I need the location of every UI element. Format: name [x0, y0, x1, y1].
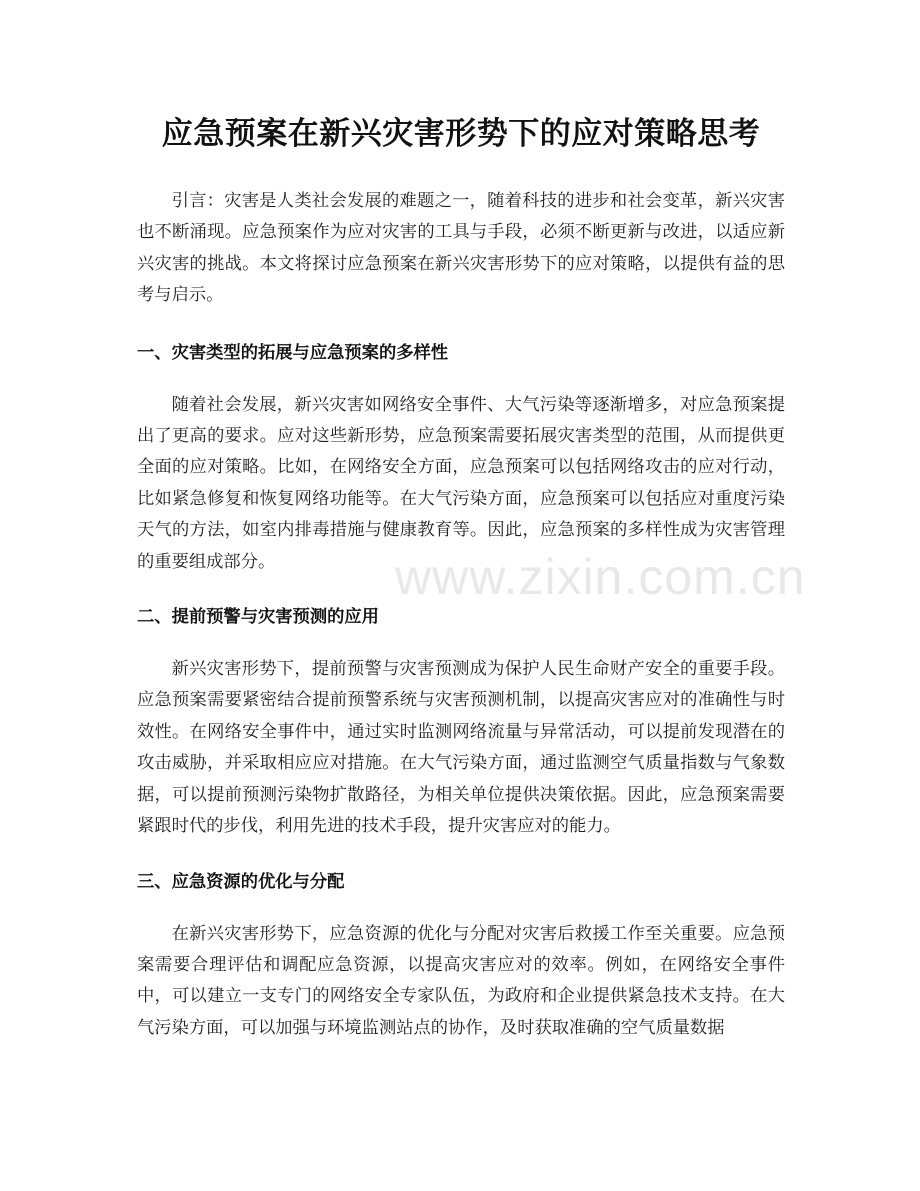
document-page: [137, 0, 785, 1044]
intro-paragraph: 引言：灾害是人类社会发展的难题之一，随着科技的进步和社会变革，新兴灾害也不断涌现。应急预案作为应对灾害的工具与手段，必须不断更新与改进，以适应新兴灾害的挑战。本文将探讨应急预案在新兴灾害形势下的应对策略，以提供有益的思考与启示。: [137, 191, 785, 306]
section-1-paragraph: 随着社会发展，新兴灾害如网络安全事件、大气污染等逐渐增多，对应急预案提出了更高的要求。应对这些新形势，应急预案需要拓展灾害类型的范围，从而提供更全面的应对策略。比如，在网络安全方面，应急预案可以包括网络攻击的应对行动，比如紧急修复和恢复网络功能等。在大气污染方面，应急预案可以包括应对重度污染天气的方法，如室内排毒措施与健康教育等。因此，应急预案的多样性成为灾害管理的重要组成部分。: [137, 394, 785, 572]
document-title: 应急预案在新兴灾害形势下的应对策略思考: [161, 116, 761, 152]
section-3-heading: 三、应急资源的优化与分配: [137, 871, 345, 892]
section-1-heading: 一、灾害类型的拓展与应急预案的多样性: [137, 342, 449, 363]
section-3-paragraph: 在新兴灾害形势下，应急资源的优化与分配对灾害后救援工作至关重要。应急预案需要合理评估和调配应急资源，以提高灾害应对的效率。例如，在网络安全事件中，可以建立一支专门的网络安全专家队伍，为政府和企业提供紧急技术支持。在大气污染方面，可以加强与环境监测站点的协作，及时获取准确的空气质量数据: [137, 923, 785, 1038]
section-2-paragraph: 新兴灾害形势下，提前预警与灾害预测成为保护人民生命财产安全的重要手段。应急预案需要紧密结合提前预警系统与灾害预测机制，以提高灾害应对的准确性与时效性。在网络安全事件中，通过实时监测网络流量与异常活动，可以提前发现潜在的攻击威胁，并采取相应应对措施。在大气污染方面，通过监测空气质量指数与气象数据，可以提前预测污染物扩散路径，为相关单位提供决策依据。因此，应急预案需要紧跟时代的步伐，利用先进的技术手段，提升灾害应对的能力。: [137, 659, 785, 837]
section-2-heading: 二、提前预警与灾害预测的应用: [137, 607, 379, 628]
watermark: www.zixin.com.cn: [395, 549, 806, 605]
